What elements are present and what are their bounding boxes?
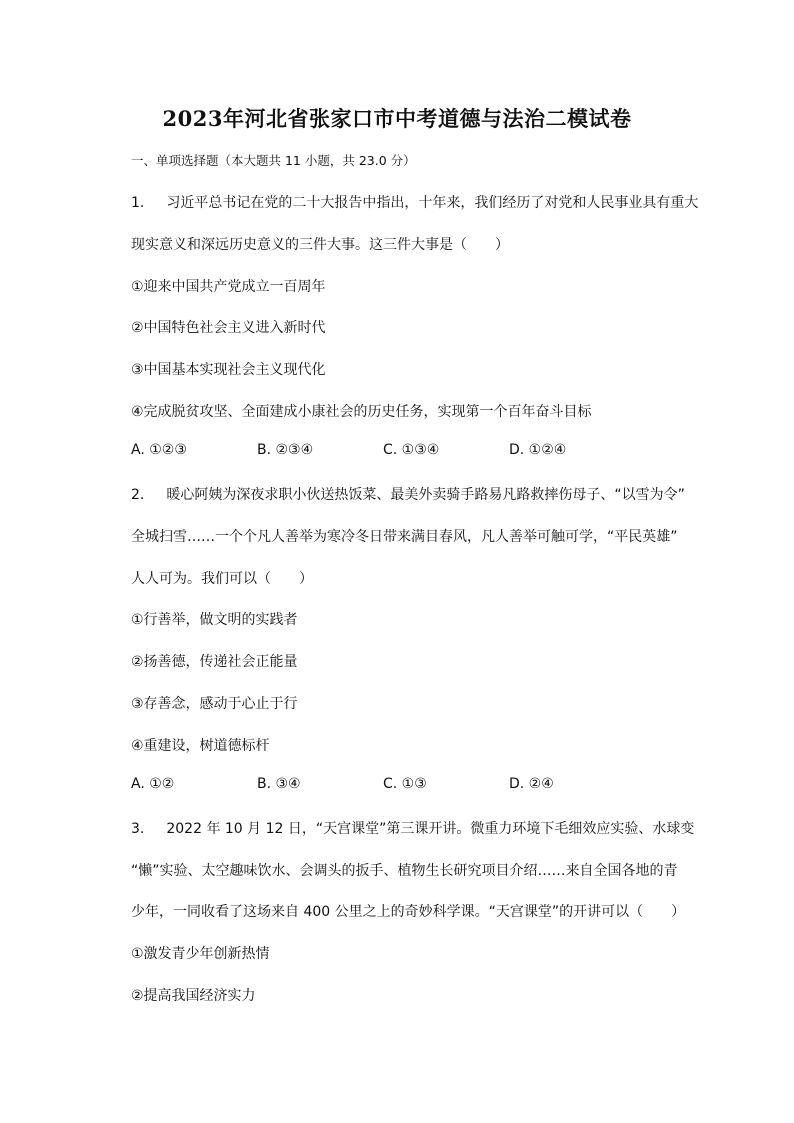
question-2-stem-text-1: 暖心阿姨为深夜求职小伙送热饭菜、最美外卖骑手路易凡路救摔伤母子、“以雪为令” — [166, 487, 685, 503]
question-3-statement-1: ①激发青少年创新热情 — [131, 946, 270, 962]
section-heading: 一、单项选择题（本大题共 11 小题，共 23.0 分） — [131, 153, 416, 168]
question-1-stem-line-2: 现实意义和深远历史意义的三件大事。这三件大事是（ ） — [131, 237, 509, 253]
question-1-option-a[interactable]: A. ①②③ — [131, 442, 187, 458]
question-3-statement-2: ②提高我国经济实力 — [131, 988, 256, 1004]
question-3-stem-text-1: 2022 年 10 月 12 日，“天宫课堂”第三课开讲。微重力环境下毛细效应实验、水球变 — [166, 821, 695, 837]
question-1-option-d[interactable]: D. ①②④ — [509, 442, 567, 458]
question-2-option-d[interactable]: D. ②④ — [509, 776, 554, 792]
question-1-statement-4: ④完成脱贫攻坚、全面建成小康社会的历史任务，实现第一个百年奋斗目标 — [131, 404, 592, 420]
page-title: 2023年河北省张家口市中考道德与法治二模试卷 — [162, 106, 632, 131]
question-1-option-b[interactable]: B. ②③④ — [257, 442, 314, 458]
question-3-stem-line-3: 少年，一同收看了这场来自 400 公里之上的奇妙科学课。“天宫课堂”的开讲可以（ ） — [131, 904, 686, 920]
question-3-number: 3. — [131, 821, 145, 837]
question-2-statement-3: ③存善念，感动于心止于行 — [131, 696, 298, 712]
question-1-stem-text-1: 习近平总书记在党的二十大报告中指出，十年来，我们经历了对党和人民事业具有重大 — [166, 195, 699, 211]
question-1-statement-1: ①迎来中国共产党成立一百周年 — [131, 279, 326, 295]
question-1-option-c[interactable]: C. ①③④ — [383, 442, 440, 458]
question-2-number: 2. — [131, 487, 145, 503]
question-2-statement-1: ①行善举，做文明的实践者 — [131, 612, 298, 628]
question-2-option-c[interactable]: C. ①③ — [383, 776, 427, 792]
question-2-option-a[interactable]: A. ①② — [131, 776, 175, 792]
question-2-statement-4: ④重建设，树道德标杆 — [131, 738, 270, 754]
question-2-stem-line-1 — [131, 484, 685, 504]
question-2-stem-line-3: 人人可为。我们可以（ ） — [131, 571, 313, 587]
question-1-statement-3: ③中国基本实现社会主义现代化 — [131, 362, 326, 378]
question-2-statement-2: ②扬善德，传递社会正能量 — [131, 654, 298, 670]
question-2-stem-line-2: 全城扫雪……一个个凡人善举为寒冷冬日带来满目春风，凡人善举可触可学，“平民英雄” — [131, 529, 678, 545]
question-3-stem-line-2: “懒”实验、太空趣味饮水、会调头的扳手、植物生长研究项目介绍……来自全国各地的青 — [131, 863, 678, 879]
question-1-number: 1. — [131, 195, 145, 211]
question-1-stem-line-1 — [131, 192, 698, 212]
question-2-option-b[interactable]: B. ③④ — [257, 776, 301, 792]
question-1-statement-2: ②中国特色社会主义进入新时代 — [131, 320, 326, 336]
question-3-stem-line-1 — [131, 818, 694, 838]
